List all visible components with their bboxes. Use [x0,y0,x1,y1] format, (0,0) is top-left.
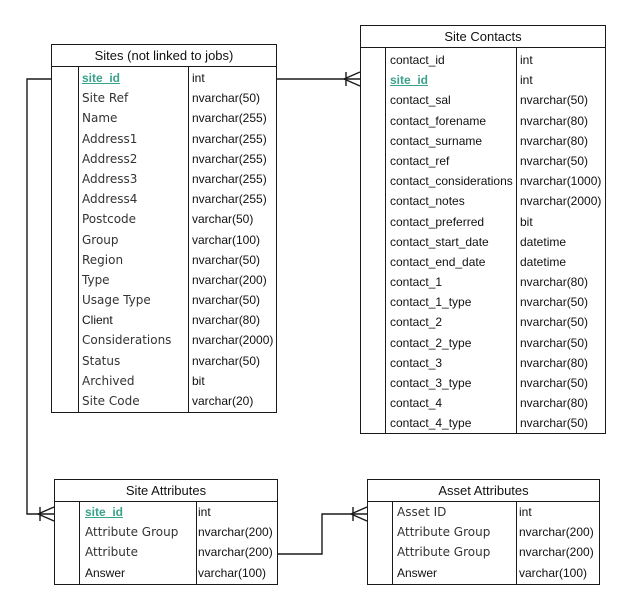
column-type: varchar(20) [192,394,254,408]
column-type: nvarchar(200) [198,525,273,540]
table-row[interactable] [55,563,277,583]
table-row[interactable] [361,272,605,292]
column-name: Client [82,313,113,328]
table-row[interactable] [361,111,605,131]
column-type: nvarchar(2000) [520,194,602,209]
column-name: Archived [82,373,135,388]
entity-title: Site Attributes [55,480,277,502]
table-row[interactable] [52,310,276,330]
column-name: Address1 [82,131,138,146]
column-name: Considerations [82,333,172,348]
table-row[interactable] [361,131,605,151]
table-row[interactable] [361,413,605,433]
column-type: int [192,71,205,85]
column-type: nvarchar(80) [520,275,589,290]
table-row[interactable] [52,230,276,250]
column-type: varchar(100) [519,565,588,580]
column-type: nvarchar(200) [192,272,267,287]
column-type: nvarchar(80) [520,113,589,128]
entity-asset-attributes[interactable] [367,479,600,585]
column-name: contact_2_type [390,335,472,350]
column-name: contact_id [390,53,445,67]
column-type: nvarchar(50) [192,293,261,308]
column-type: nvarchar(50) [520,315,589,330]
column-name: contact_ref [390,153,450,168]
column-name: Address2 [82,151,138,166]
table-row[interactable] [361,393,605,413]
table-row[interactable] [55,502,277,522]
table-row[interactable] [368,502,599,522]
column-type: nvarchar(255) [192,151,267,166]
column-type: nvarchar(80) [520,355,589,370]
column-type: nvarchar(200) [519,545,594,560]
table-row[interactable] [361,151,605,171]
column-list [52,67,276,411]
column-type: int [519,505,532,519]
column-name: contact_preferred [390,214,485,229]
table-row[interactable] [52,371,276,391]
entity-title: Site Contacts [361,26,605,48]
column-type: nvarchar(50) [192,252,261,267]
table-row[interactable] [52,270,276,290]
column-name: site_id [390,73,429,88]
column-type: nvarchar(200) [198,545,273,560]
table-row[interactable] [361,333,605,353]
column-name: Usage Type [82,293,151,308]
column-type: nvarchar(255) [192,131,267,146]
column-name: contact_2 [390,315,443,330]
column-list [361,48,605,434]
column-type: datetime [520,234,567,249]
column-type: nvarchar(255) [192,171,267,186]
table-row[interactable] [52,250,276,270]
column-list [368,502,599,583]
column-type: nvarchar(80) [520,133,589,148]
table-row[interactable] [52,149,276,169]
table-row[interactable] [52,330,276,350]
table-row[interactable] [361,50,605,70]
column-name: Address4 [82,192,138,207]
column-type: nvarchar(2000) [192,333,274,348]
column-type: int [520,53,533,67]
column-name: contact_3_type [390,376,472,390]
table-row[interactable] [361,212,605,232]
table-row[interactable] [361,312,605,332]
entity-title: Asset Attributes [368,480,599,502]
column-name: Address3 [82,171,138,186]
column-type: varchar(100) [198,565,267,580]
table-row[interactable] [55,542,277,562]
column-name: Attribute Group [397,525,491,540]
column-type: nvarchar(50) [520,376,589,390]
column-name: contact_3 [390,355,443,370]
table-row[interactable] [52,88,276,108]
table-row[interactable] [52,290,276,310]
table-row[interactable] [361,70,605,90]
table-row[interactable] [52,129,276,149]
column-name: Postcode [82,212,137,227]
column-type: nvarchar(80) [520,396,589,411]
table-row[interactable] [52,209,276,229]
column-type: nvarchar(50) [520,416,589,431]
column-type: varchar(50) [192,212,254,227]
column-name: Type [82,272,110,287]
table-row[interactable] [361,171,605,191]
column-type: nvarchar(255) [192,192,267,207]
table-row[interactable] [52,68,276,88]
column-type: varchar(100) [192,232,261,247]
column-type: nvarchar(200) [519,525,594,540]
entity-title: Sites (not linked to jobs) [52,45,276,67]
column-name: contact_forename [390,113,487,128]
table-row[interactable] [368,563,599,583]
column-name: contact_considerations [390,174,513,189]
table-row[interactable] [361,353,605,373]
table-row[interactable] [368,542,599,562]
column-type: nvarchar(50) [520,93,589,108]
table-row[interactable] [361,191,605,211]
column-name: contact_surname [390,133,483,148]
table-row[interactable] [52,108,276,128]
column-type: nvarchar(80) [192,313,261,328]
column-type: nvarchar(50) [192,91,261,106]
column-type: nvarchar(255) [192,111,267,126]
column-name: contact_start_date [390,234,489,249]
column-type: nvarchar(1000) [520,174,602,189]
column-name: site_id [82,71,121,85]
entity-site-attributes[interactable] [54,479,278,585]
table-row[interactable] [361,90,605,110]
column-name: Answer [397,565,438,580]
column-type: nvarchar(50) [520,153,589,168]
column-list [55,502,277,583]
column-name: contact_end_date [390,254,486,269]
column-name: Name [82,111,118,126]
table-row[interactable] [52,189,276,209]
column-name: Attribute Group [397,545,491,560]
link-sites-site-attributes [27,79,54,514]
column-name: Attribute Group [85,525,179,540]
table-row[interactable] [361,373,605,393]
column-name: Answer [85,565,126,580]
table-row[interactable] [361,232,605,252]
column-name: Site Code [82,394,140,408]
column-type: int [198,505,211,519]
table-row[interactable] [52,391,276,411]
column-name: Site Ref [82,91,129,106]
column-type: datetime [520,254,567,269]
table-row[interactable] [52,351,276,371]
column-type: int [520,73,533,88]
column-name: Asset ID [397,505,447,519]
table-row[interactable] [52,169,276,189]
table-row[interactable] [361,292,605,312]
column-type: nvarchar(50) [520,295,589,310]
column-name: Attribute [85,545,138,560]
column-name: site_id [85,505,124,519]
column-type: nvarchar(50) [192,353,261,368]
column-name: Region [82,252,124,267]
column-name: contact_4 [390,396,443,411]
column-type: bit [192,373,205,388]
entity-sites[interactable] [51,44,277,413]
column-name: contact_1 [390,275,443,290]
entity-site-contacts[interactable] [360,25,606,434]
table-row[interactable] [361,252,605,272]
column-name: contact_notes [390,194,465,209]
column-name: contact_1_type [390,295,472,310]
column-name: contact_4_type [390,416,472,431]
column-type: bit [520,214,533,229]
table-row[interactable] [55,522,277,542]
column-name: Status [82,353,121,368]
table-row[interactable] [368,522,599,542]
column-type: nvarchar(50) [520,335,589,350]
column-name: Group [82,232,119,247]
column-name: contact_sal [390,93,451,108]
